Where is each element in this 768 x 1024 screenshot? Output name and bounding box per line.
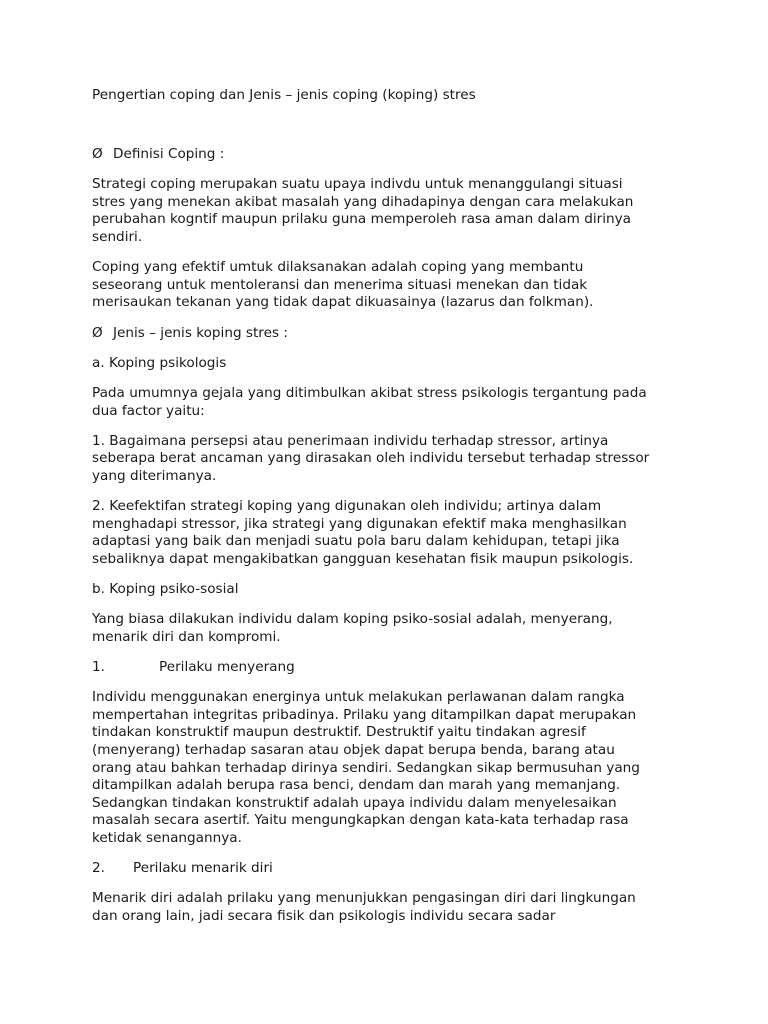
text-line: 2. Keefektifan strategi koping yang digunakan oleh individu; artinya dalam	[92, 498, 602, 515]
text-line: merisaukan tekanan yang tidak dapat dikuasainya (lazarus dan folkman).	[92, 294, 594, 311]
section-a-heading: a. Koping psikologis	[92, 354, 227, 371]
text-line: menarik diri dan kompromi.	[92, 628, 281, 645]
text-line: Yang biasa dilakukan individu dalam koping psiko-sosial adalah, menyerang,	[92, 611, 613, 628]
item-label: Perilaku menarik diri	[133, 860, 273, 877]
text-line: 1. Bagaimana persepsi atau penerimaan individu terhadap stressor, artinya	[92, 432, 609, 449]
list-item-keefektifan	[92, 498, 682, 568]
text-line: seseorang untuk mentoleransi dan menerima situasi menekan dan tidak	[92, 276, 588, 293]
item-number: 1.	[92, 659, 105, 675]
text-line: ditampilkan adalah berupa rasa benci, dendam dan marah yang memanjang.	[92, 777, 621, 794]
paragraph-definisi	[92, 176, 682, 246]
paragraph-menyerang	[92, 689, 682, 847]
text-line: (menyerang) terhadap sasaran atau objek dapat berupa benda, barang atau	[92, 741, 615, 758]
text-line: sebaliknya dapat mengakibatkan gangguan kesehatan fisik maupun psikologis.	[92, 550, 634, 567]
document-body	[92, 146, 682, 938]
arrow-bullet-icon: Ø	[92, 146, 103, 162]
paragraph-gejala	[92, 385, 682, 420]
paragraph-coping-efektif	[92, 259, 682, 312]
text-line: menghadapi stressor, jika strategi yang digunakan efektif maka menghasilkan	[92, 515, 627, 532]
definisi-heading-text: Definisi Coping :	[113, 146, 225, 162]
text-line: Strategi coping merupakan suatu upaya indivdu untuk menanggulangi situasi	[92, 176, 623, 193]
text-line: mempertahan integritas pribadinya. Prilaku yang ditampilkan dapat merupakan	[92, 706, 637, 723]
text-line: tindakan konstruktif maupun destruktif. Destruktif yaitu tindakan agresif	[92, 724, 586, 741]
item-perilaku-menarik-diri	[92, 860, 682, 878]
text-line: Individu menggunakan energinya untuk melakukan perlawanan dalam rangka	[92, 689, 625, 706]
text-line: Pada umumnya gejala yang ditimbulkan akibat stress psikologis tergantung pada	[92, 384, 647, 401]
text-line: seberapa berat ancaman yang dirasakan oleh individu tersebut terhadap stressor	[92, 450, 650, 467]
text-line: ketidak senangannya.	[92, 829, 242, 846]
text-line: Menarik diri adalah prilaku yang menunjukkan pengasingan diri dari lingkungan	[92, 890, 636, 907]
arrow-bullet-icon: Ø	[92, 324, 103, 341]
text-line: dan orang lain, jadi secara fisik dan psikologis individu secara sadar	[92, 907, 556, 924]
text-line: Sedangkan tindakan konstruktif adalah upaya individu dalam menyelesaikan	[92, 794, 617, 811]
text-line: perubahan kogntif maupun prilaku guna memperoleh rasa aman dalam dirinya	[92, 211, 631, 228]
text-line: yang diterimanya.	[92, 467, 217, 484]
text-line: adaptasi yang baik dan menjadi suatu pola baru dalam kehidupan, tetapi jika	[92, 533, 620, 550]
paragraph-menarik-diri	[92, 890, 682, 925]
text-line: dua factor yaitu:	[92, 402, 205, 419]
definisi-heading	[92, 146, 682, 164]
paragraph-psiko-sosial	[92, 611, 682, 646]
section-b-heading: b. Koping psiko-sosial	[92, 581, 239, 598]
text-line: Coping yang efektif umtuk dilaksanakan adalah coping yang membantu	[92, 259, 584, 276]
document-title: Pengertian coping dan Jenis – jenis coping (koping) stres	[92, 87, 476, 103]
item-label: Perilaku menyerang	[159, 659, 295, 675]
text-line: stres yang menekan akibat masalah yang dihadapinya dengan cara melakukan	[92, 193, 634, 210]
item-perilaku-menyerang	[92, 659, 682, 677]
jenis-heading-text: Jenis – jenis koping stres :	[113, 324, 288, 341]
text-line: orang atau bahkan terhadap dirinya sendiri. Sedangkan sikap bermusuhan yang	[92, 759, 640, 776]
text-line: masalah secara asertif. Yaitu mengungkapkan dengan kata-kata terhadap rasa	[92, 812, 629, 829]
item-number: 2.	[92, 860, 105, 877]
list-item-persepsi	[92, 433, 682, 486]
jenis-heading	[92, 325, 682, 343]
text-line: sendiri.	[92, 228, 143, 245]
